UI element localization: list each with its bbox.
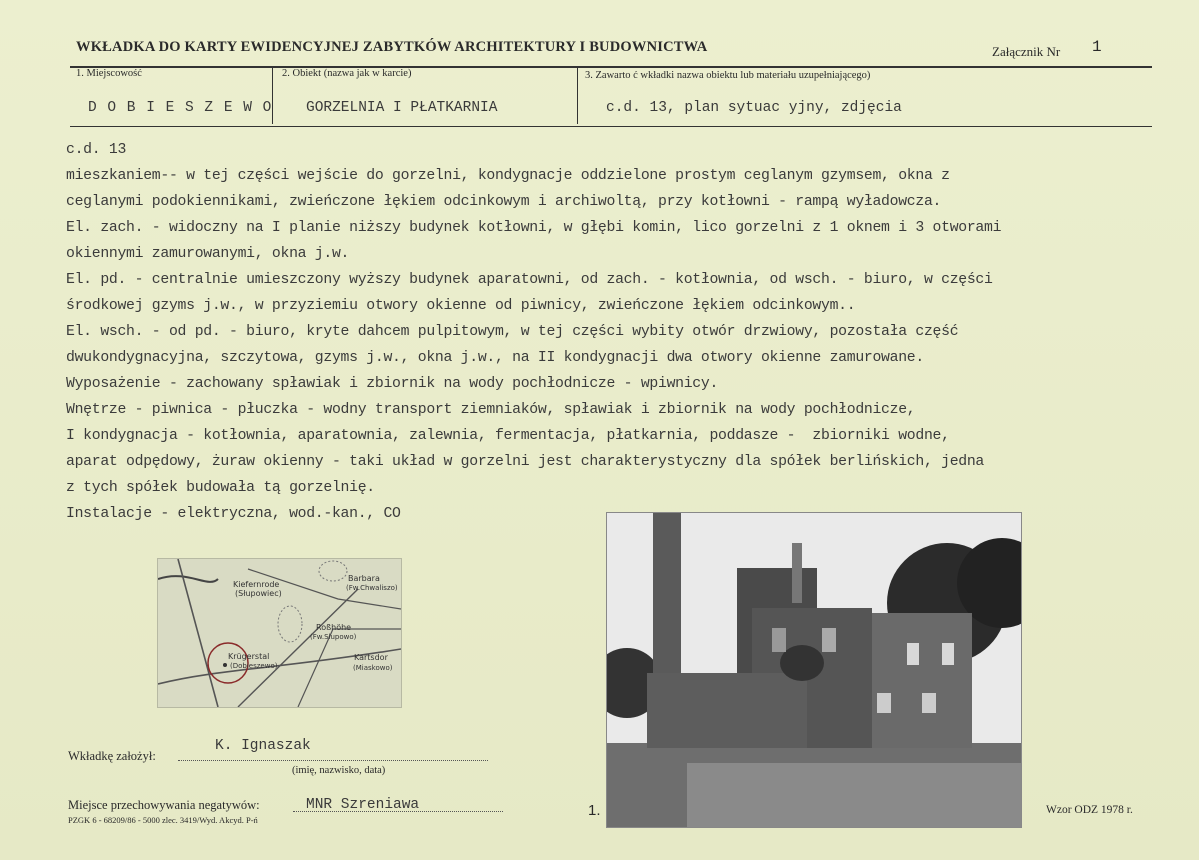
author-label: Wkładkę założył: [68,749,156,763]
body-line: Wyposażenie - zachowany spławiak i zbiornik na wody pochłodnicze - wpiwnicy. [66,376,719,392]
body-line: Wnętrze - piwnica - płuczka - wodny transport ziemniaków, spławiak i zbiornik na wody pochłodnicze, [66,402,916,418]
storage-label: Miejsce przechowywania negatywów: [68,798,260,812]
map-label: Kartsdor [354,653,388,662]
map-label: (Fw.Słupowo) [310,633,357,641]
place-label: 1. Miejscowość [76,68,142,79]
body-line: c.d. 13 [66,142,127,158]
body-line: środkowej gzyms j.w., w przyziemiu otwory okienne od piwnicy, zwieńczone łękiem odcinkowym.. [66,298,856,314]
map-label: Roßhöhe [316,623,352,632]
photo-number: 1. [588,802,601,819]
body-line: okiennymi zamurowanymi, okna j.w. [66,246,350,262]
form-model: Wzor ODZ 1978 r. [1046,804,1133,816]
body-line: ceglanymi podokiennikami, zwieńczone łękiem odcinkowym i archiwoltą, przy kotłowni - rampą wyładowcza. [66,194,942,210]
map-label: (Dobieszewo) [230,662,278,670]
building-photograph [606,512,1022,828]
map-label: (Miaskowo) [353,664,393,672]
body-line: dwukondygnacyjna, szczytowa, gzyms j.w., okna j.w., na II kondygnacji dwa otwory okienne zamurowane. [66,350,924,366]
author-line [178,760,488,761]
body-line: mieszkaniem-- w tej części wejście do gorzelni, kondygnacje oddzielone prostym ceglanym gzymsem, okna z [66,168,950,184]
annex-label: Załącznik Nr [992,44,1061,59]
body-line: Instalacje - elektryczna, wod.-kan., CO [66,506,401,522]
body-line: El. pd. - centralnie umieszczony wyższy budynek aparatowni, od zach. - kotłownia, od wsch. - biuro, w części [66,272,993,288]
site-plan-map [157,558,402,708]
content-label: 3. Zawarto ć wkładki nazwa obiektu lub materiału uzupełniającego) [585,70,871,81]
fields-bottom-rule [70,126,1152,127]
object-label: 2. Obiekt (nazwa jak w karcie) [282,68,412,79]
author-value: K. Ignaszak [215,738,311,754]
map-drawing [158,559,401,707]
map-label: (Słupowiec) [235,589,282,598]
form-title: WKŁADKA DO KARTY EWIDENCYJNEJ ZABYTKÓW ARCHITEKTURY I BUDOWNICTWA [76,39,708,55]
print-info: PZGK 6 - 68209/86 - 5000 zlec. 3419/Wyd. Akcyd. P-ń [68,815,258,825]
body-line: El. zach. - widoczny na I planie niższy budynek kotłowni, w głębi komin, lico gorzelni z 1 oknem i 3 otworami [66,220,1002,236]
header-rule [70,66,1152,68]
body-line: z tych spółek budowała tą gorzelnię. [66,480,375,496]
annex-number: 1 [1092,38,1102,56]
place-value: D O B I E S Z E W O [88,100,273,116]
object-value: GORZELNIA I PŁATKARNIA [306,100,498,116]
body-line: El. wsch. - od pd. - biuro, kryte dahcem pulpitowym, w tej części wybity otwór drzwiowy, pozostała część [66,324,959,340]
map-label: Kiefernrode [233,580,280,589]
storage-value: MNR Szreniawa [306,797,420,813]
field-divider [577,66,578,124]
body-line: I kondygnacja - kotłownia, aparatownia, zalewnia, fermentacja, płatkarnia, poddasze - zbiorniki wodne, [66,428,950,444]
map-label: Krügerstal [228,652,270,661]
body-line: aparat odpędowy, żuraw okienny - taki układ w gorzelni jest charakterystyczny dla spółek berlińskich, jedna [66,454,985,470]
map-label: (Fw.Chwaliszo) [346,584,398,592]
photo-drawing [607,513,1021,827]
content-value: c.d. 13, plan sytuac yjny, zdjęcia [606,100,902,116]
map-label: Barbara [348,574,380,583]
author-hint: (imię, nazwisko, data) [292,765,386,776]
